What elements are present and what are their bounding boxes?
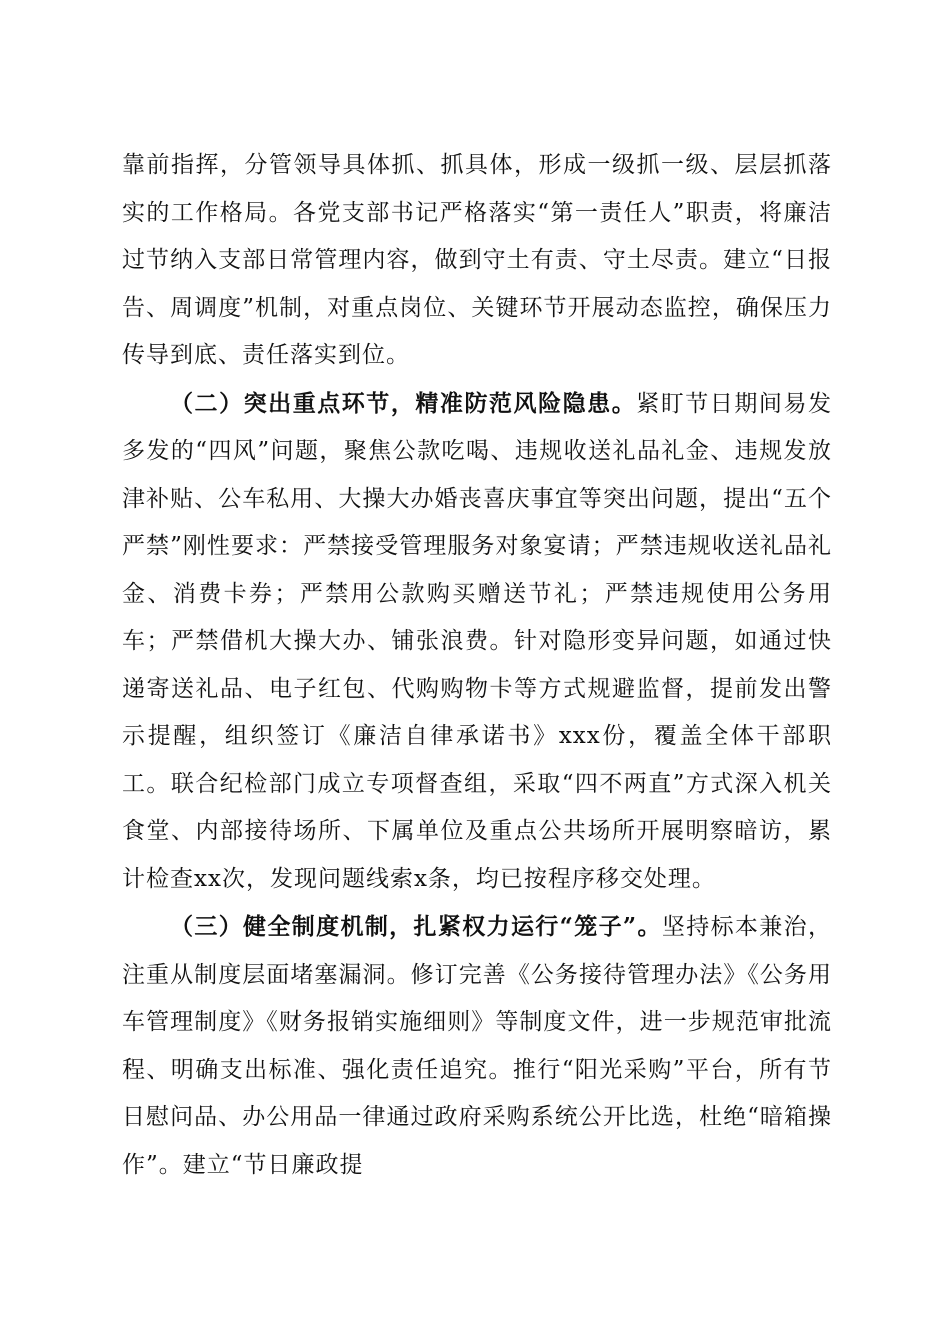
section-heading: （二）突出重点环节，精准防范风险隐患。 [170, 389, 637, 417]
paragraph-text: 紧盯节日期间易发多发的“四风”问题，聚焦公款吃喝、违规收送礼品礼金、违规发放津补贴、公车私用、大操大办婚丧喜庆事宜等突出问题，提出“五个严禁”刚性要求：严禁接受管理服务对象宴请；严禁违规收送礼品礼金、消费卡券；严禁用公款购买赠送节礼；严禁违规使用公务用车；严禁借机大操大办、铺张浪费。针对隐形变异问题，如通过快递寄送礼品、电子红包、代购购物卡等方式规避监督，提前发出警示提醒，组织签订《廉洁自律承诺书》xxx份，覆盖全体干部职工。联合纪检部门成立专项督查组，采取“四不两直”方式深入机关食堂、内部接待场所、下属单位及重点公共场所开展明察暗访，累计检查xx次，发现问题线索x条，均已按程序移交处理。 [122, 390, 833, 892]
paragraph-section-3 [122, 903, 832, 1189]
paragraph-text: 靠前指挥，分管领导具体抓、抓具体，形成一级抓一级、层层抓落实的工作格局。各党支部书记严格落实“第一责任人”职责，将廉洁过节纳入支部日常管理内容，做到守土有责、守土尽责。建立“日报告、周调度”机制，对重点岗位、关键环节开展动态监控，确保压力传导到底、责任落实到位。 [122, 152, 832, 368]
paragraph-continued [122, 142, 832, 380]
paragraph-text: 坚持标本兼治，注重从制度层面堵塞漏洞。修订完善《公务接待管理办法》《公务用车管理制度》《财务报销实施细则》等制度文件，进一步规范审批流程、明确支出标准、强化责任追究。推行“阳光采购”平台，所有节日慰问品、办公用品一律通过政府采购系统公开比选，杜绝“暗箱操作”。建立“节日廉政提 [122, 914, 832, 1178]
paragraph-section-2 [122, 380, 832, 904]
document-body [122, 142, 832, 1189]
section-heading: （三）健全制度机制，扎紧权力运行“笼子”。 [170, 913, 662, 940]
